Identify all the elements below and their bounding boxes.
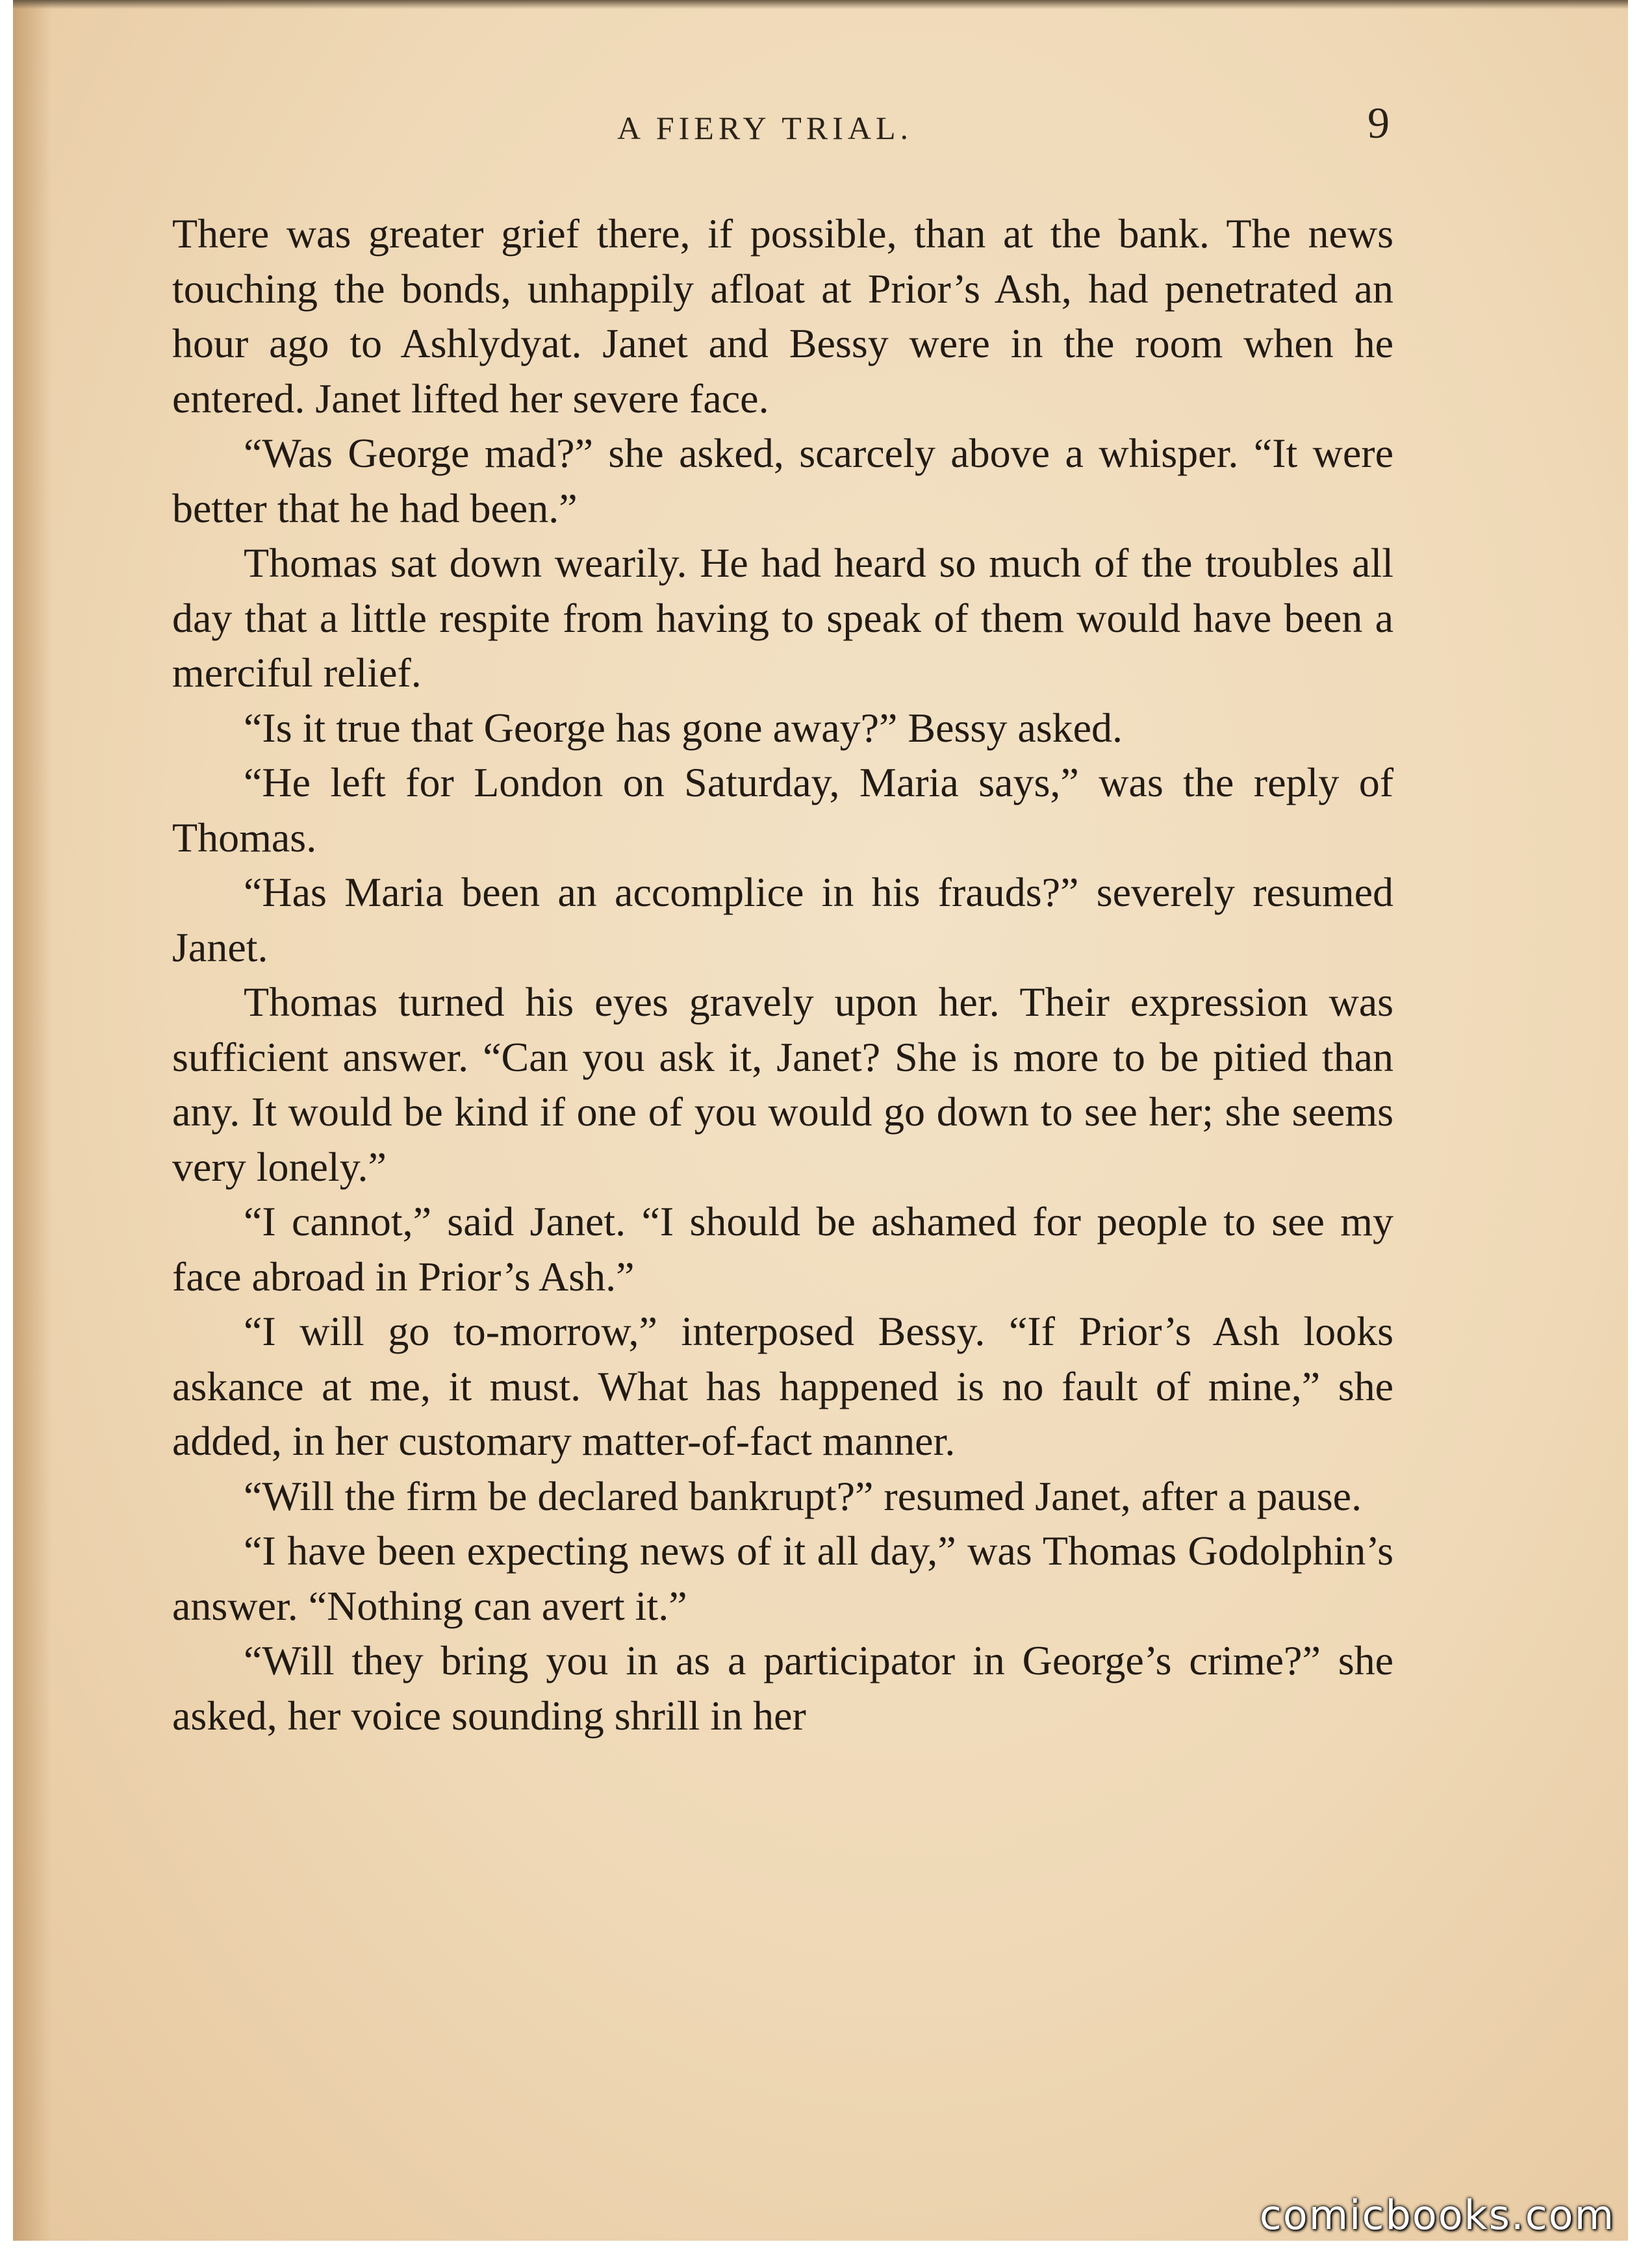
page-number: 9: [1368, 98, 1390, 147]
paragraph: “Was George mad?” she asked, scarcely above a whisper. “It were better that he had been.”: [172, 430, 1393, 531]
body-text: [172, 207, 1393, 1743]
running-title: A FIERY TRIAL.: [617, 110, 913, 146]
paragraph: Thomas sat down wearily. He had heard so much of the troubles all day that a little respite from having to speak of them would have been a merciful relief.: [172, 540, 1393, 696]
paragraph: “I have been expecting news of it all day,” was Thomas Godolphin’s answer. “Nothing can avert it.”: [172, 1528, 1393, 1629]
paragraph: There was greater grief there, if possible, than at the bank. The news touching the bonds, unhappily afloat at Prior’s Ash, had penetrated an hour ago to Ashlydyat. Janet and Bessy were in the room when he entered. Janet lifted her severe face.: [172, 210, 1393, 422]
paragraph: “He left for London on Saturday, Maria says,” was the reply of Thomas.: [172, 759, 1393, 861]
book-page-scan: [13, 0, 1628, 2241]
paragraph: “I will go to-morrow,” interposed Bessy. “If Prior’s Ash looks askance at me, it must. What has happened is no fault of mine,” she added, in her customary matter-of-fact manner.: [172, 1308, 1393, 1464]
paragraph: “Is it true that George has gone away?” Bessy asked.: [244, 704, 1123, 751]
paragraph: “I cannot,” said Janet. “I should be ashamed for people to see my face abroad in Prior’s Ash.”: [172, 1198, 1393, 1300]
page-top-shadow: [13, 0, 1628, 9]
paragraph: “Will the firm be declared bankrupt?” resumed Janet, after a pause.: [244, 1472, 1362, 1519]
paragraph: Thomas turned his eyes gravely upon her. Their expression was sufficient answer. “Can you ask it, Janet? She is more to be pitied than any. It would be kind if one of you would go down to see her; she seems very lonely.”: [172, 979, 1393, 1190]
paragraph: “Will they bring you in as a participator in George’s crime?” she asked, her voice sounding shrill in her: [172, 1637, 1393, 1739]
paragraph: “Has Maria been an accomplice in his frauds?” severely resumed Janet.: [172, 869, 1393, 970]
watermark: comicbooks.com: [1259, 2191, 1615, 2239]
